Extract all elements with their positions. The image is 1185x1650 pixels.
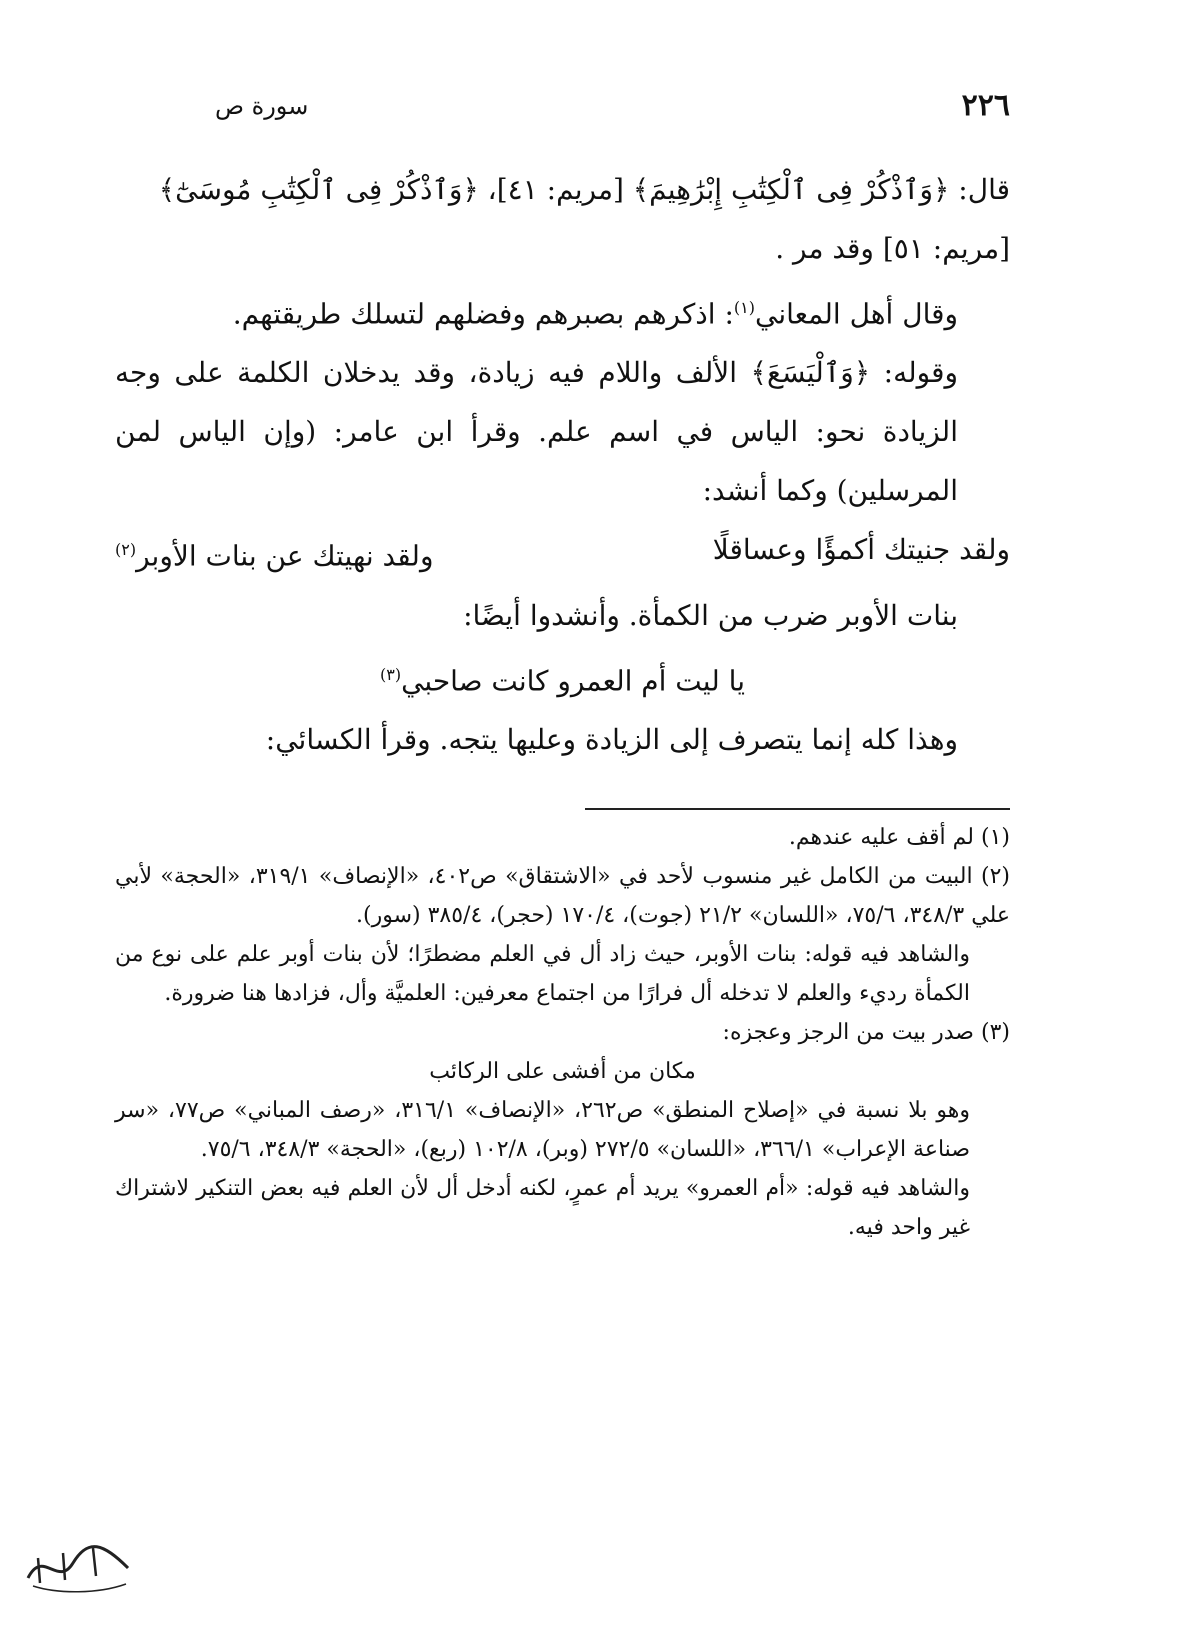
- page-number: ٢٢٦: [961, 88, 1010, 123]
- publisher-logo-icon: [18, 1528, 138, 1598]
- paragraph: وقوله: ﴿وَٱلْيَسَعَ﴾ الألف واللام فيه زيادة، وقد يدخلان الكلمة على وجه الزيادة نحو: الياس في اسم علم. وقرأ ابن عامر: (وإن الياس لمن المرسلين) وكما أنشد:: [115, 356, 958, 508]
- footnote-continuation: والشاهد فيه قوله: بنات الأوبر، حيث زاد أل في العلم مضطرًا؛ لأن بنات أوبر علم على نوع من الكمأة رديء والعلم لا تدخله أل فرارًا من اجتماع معرفين: العلميَّة وأل، فزادها هنا ضرورة.: [115, 942, 970, 1006]
- footnote: (٢) البيت من الكامل غير منسوب لأحد في «الاشتقاق» ص٤٠٢، «الإنصاف» ٣١٩/١، «الحجة» لأبي علي ٣٤٨/٣، ٧٥/٦، «اللسان» ٢١/٢ (جوت)، ١٧٠/٤ (حجر)، ٣٨٥/٤ (سور).: [115, 864, 1010, 928]
- footnote: (١) لم أقف عليه عندهم.: [788, 825, 1010, 850]
- footnotes: [115, 818, 1010, 1247]
- footnote-continuation: والشاهد فيه قوله: «أم العمرو» يريد أم عمرٍ، لكنه أدخل أل لأن العلم فيه بعض التنكير لاشتراك غير واحد فيه.: [115, 1176, 970, 1240]
- footnote-ref: (٣): [379, 664, 402, 684]
- paragraph: بنات الأوبر ضرب من الكمأة. وأنشدوا أيضًا:: [463, 598, 958, 632]
- footnote-ref: (٢): [115, 540, 137, 560]
- page-header: [115, 70, 1010, 130]
- paragraph-text: : اذكرهم بصبرهم وفضلهم لتسلك طريقتهم.: [232, 297, 734, 331]
- footnote-continuation: وهو بلا نسبة في «إصلاح المنطق» ص٢٦٢، «الإنصاف» ٣١٦/١، «رصف المباني» ص٧٧، «سر صناعة الإعراب» ٣٦٦/١، «اللسان» ٢٧٢/٥ (وبر)، ١٠٢/٨ (ربع)، «الحجة» ٣٤٨/٣، ٧٥/٦.: [115, 1098, 970, 1162]
- footnote-separator: [585, 808, 1010, 810]
- book-page: [115, 0, 1010, 1650]
- verse-first-hemistich: ولقد جنيتك أكمؤًا وعساقلًا: [712, 533, 1010, 567]
- poetry-verse: يا ليت أم العمرو كانت صاحبي$^{(٣)}$: [379, 663, 746, 697]
- paragraph: [115, 278, 1010, 343]
- text-line: [مريم: ٥١] وقد مر .: [775, 232, 1010, 265]
- verse-second-hemistich: ولقد نهيتك عن بنات الأوبر$^{(٢)}$: [115, 539, 434, 573]
- paragraph-text: وقال أهل المعاني: [755, 297, 958, 331]
- running-title: سورة ص: [215, 92, 309, 120]
- footnote: (٣) صدر بيت من الرجز وعجزه:: [722, 1020, 1010, 1045]
- main-text: [115, 160, 1010, 769]
- footnote-verse: مكان من أفشى على الركائب: [429, 1059, 696, 1084]
- text-line: قال: ﴿وَٱذْكُرْ فِى ٱلْكِتَٰبِ إِبْرَٰهِيمَ﴾ [مريم: ٤١]، ﴿وَٱذْكُرْ فِى ٱلْكِتَٰبِ مُوسَىٰٓ﴾: [158, 173, 1010, 206]
- paragraph: وهذا كله إنما يتصرف إلى الزيادة وعليها يتجه. وقرأ الكسائي:: [265, 722, 958, 756]
- poetry-verse: [115, 520, 1010, 585]
- footnote-ref: (١): [733, 298, 755, 317]
